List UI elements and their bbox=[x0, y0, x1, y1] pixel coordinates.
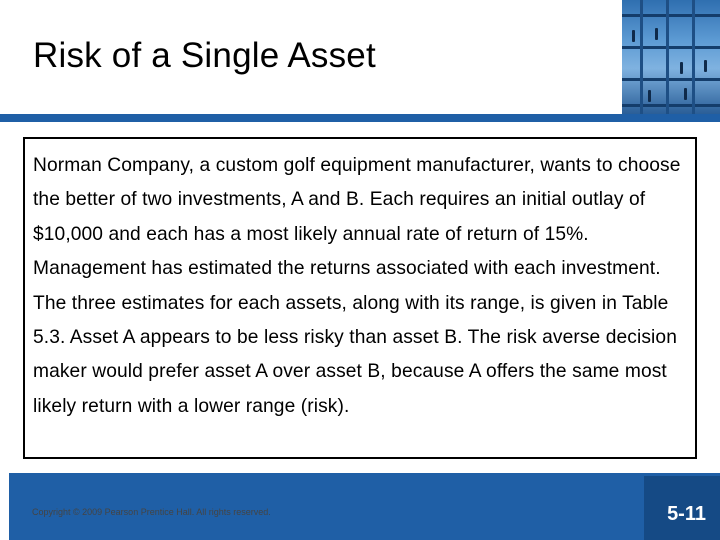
header-divider-bar bbox=[0, 114, 720, 122]
page-number-box bbox=[644, 476, 720, 540]
page-number: 5-11 bbox=[667, 503, 706, 525]
slide-title: Risk of a Single Asset bbox=[33, 36, 376, 75]
body-text-box bbox=[23, 137, 697, 459]
copyright-notice: Copyright © 2009 Pearson Prentice Hall. All rights reserved. bbox=[32, 507, 271, 517]
body-paragraph: Norman Company, a custom golf equipment manufacturer, wants to choose the better of two investments, A and B. Each requires an initial outlay of $10,000 and each has a most likely annual rate of return of 15%. Management has estimated the returns associated with each investment. The three estimates for each assets, along with its range, is given in Table 5.3. Asset A appears to be less risky than asset B. The risk averse decision maker would prefer asset A over asset B, because A offers the same most likely return with a lower range (risk). bbox=[33, 155, 681, 417]
header-photo bbox=[622, 0, 720, 114]
